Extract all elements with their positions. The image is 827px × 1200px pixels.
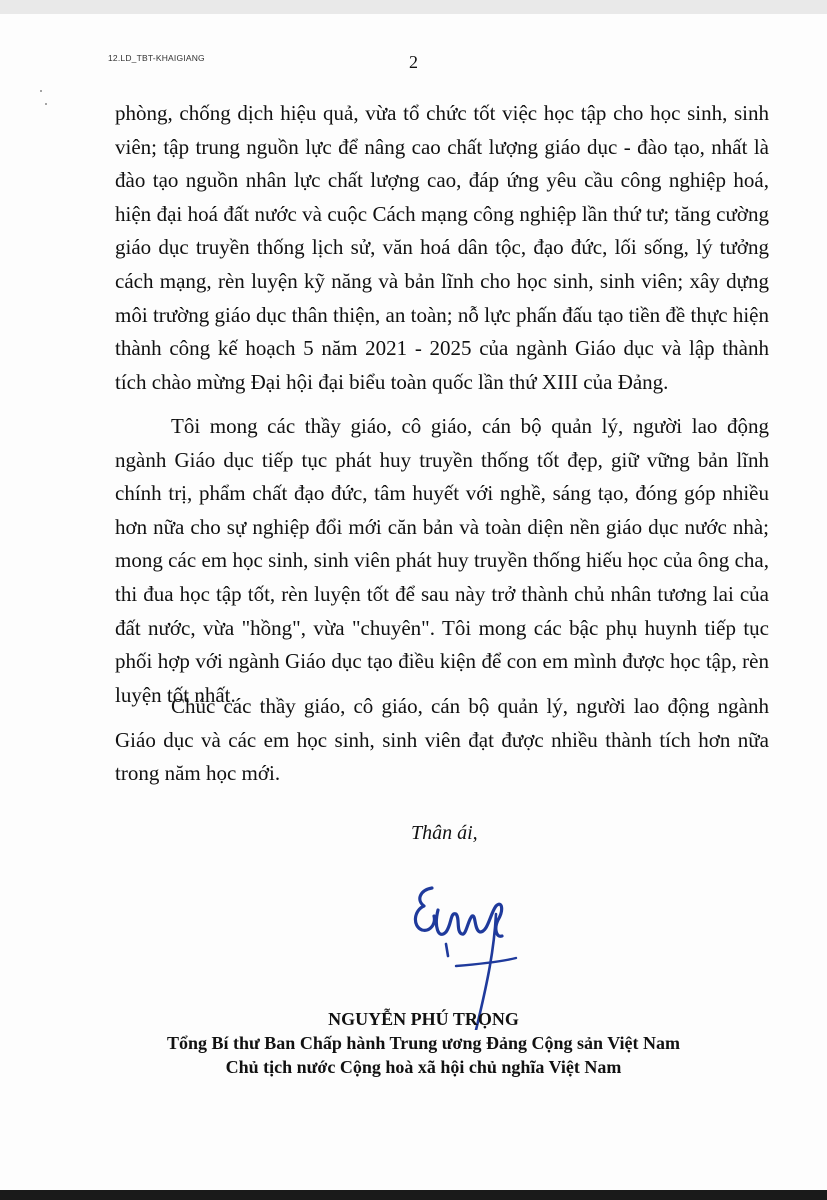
signer-name: NGUYỄN PHÚ TRỌNG	[328, 1009, 519, 1029]
document-reference: 12.LD_TBT-KHAIGIANG	[108, 53, 205, 63]
paragraph-2: Tôi mong các thầy giáo, cô giáo, cán bộ quản lý, người lao động ngành Giáo dục tiếp tục phát huy truyền thống tốt đẹp, giữ vững bản lĩnh chính trị, phẩm chất đạo đức, tâm huyết với nghề, sáng tạo, đóng góp nhiều hơn nữa cho sự nghiệp đổi mới căn bản và toàn diện nền giáo dục nước nhà; mong các em học sinh, sinh viên phát huy truyền thống hiếu học của ông cha, thi đua học tập tốt, rèn luyện tốt để sau này trở thành chủ nhân tương lai của đất nước, vừa "hồng", vừa "chuyên". Tôi mong các bậc phụ huynh tiếp tục phối hợp với ngành Giáo dục tạo điều kiện để con em mình được học tập, rèn luyện tốt nhất.	[115, 414, 769, 707]
signer-title-1: Tổng Bí thư Ban Chấp hành Trung ương Đảng Cộng sản Việt Nam	[166, 1033, 681, 1053]
signature	[400, 870, 540, 1030]
closing-salutation: Thân ái,	[411, 822, 478, 844]
paragraph-1: phòng, chống dịch hiệu quả, vừa tổ chức tốt việc học tập cho học sinh, sinh viên; tập trung nguồn lực để nâng cao chất lượng giáo dục - đào tạo, nhất là đào tạo nguồn nhân lực chất lượng cao, đáp ứng yêu cầu công nghiệp hoá, hiện đại hoá đất nước và cuộc Cách mạng công nghiệp lần thứ tư; tăng cường giáo dục truyền thống lịch sử, văn hoá dân tộc, đạo đức, lối sống, lý tưởng cách mạng, rèn luyện kỹ năng và bản lĩnh cho học sinh, sinh viên; xây dựng môi trường giáo dục thân thiện, an toàn; nỗ lực phấn đấu tạo tiền đề thực hiện thành công kế hoạch 5 năm 2021 - 2025 của ngành Giáo dục và lập thành tích chào mừng Đại hội đại biểu toàn quốc lần thứ XIII của Đảng.	[115, 101, 769, 394]
page-number: 2	[409, 52, 418, 72]
scan-speck	[40, 90, 42, 92]
signer-title-2: Chủ tịch nước Cộng hoà xã hội chủ nghĩa Việt Nam	[225, 1057, 622, 1077]
scan-speck	[45, 103, 47, 105]
paragraph-3: Chúc các thầy giáo, cô giáo, cán bộ quản lý, người lao động ngành Giáo dục và các em học sinh, sinh viên đạt được nhiều thành tích hơn nữa trong năm học mới.	[115, 694, 769, 786]
scan-top-edge	[0, 0, 827, 15]
